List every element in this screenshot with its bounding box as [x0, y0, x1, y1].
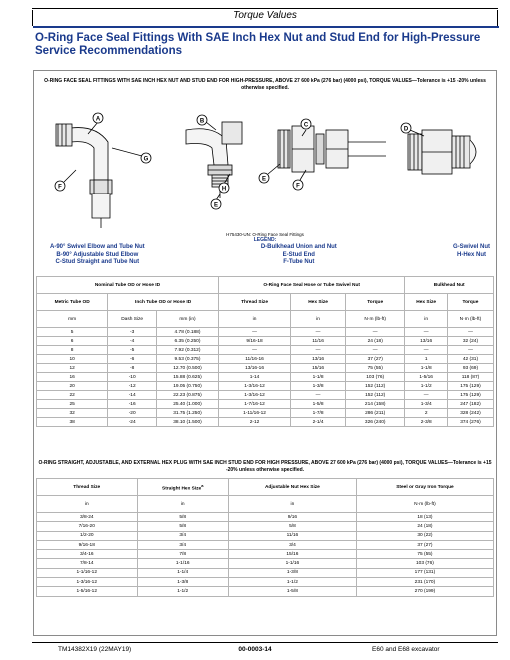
table-group-header: Bulkhead Nut [405, 277, 494, 294]
table-cell: 13/16 [291, 355, 346, 364]
table-cell: 15/16 [291, 364, 346, 373]
table-cell: 37 (27) [346, 355, 405, 364]
table-row [37, 418, 494, 427]
callout-label-f1: F [58, 184, 62, 191]
header-text: Straight Hex Size [162, 486, 202, 492]
table-column-header: Steel or Gray Iron Torque [356, 479, 493, 496]
table-cell: 75 (55) [356, 550, 493, 559]
callout-label-e2: E [261, 176, 267, 183]
table-unit-cell: N·m (lb-ft) [356, 496, 493, 513]
swivel-elbow-fitting [56, 124, 112, 228]
table-cell: 37 (27) [356, 540, 493, 549]
table-cell: 10 [37, 355, 108, 364]
legend-item: F-Tube Nut [283, 259, 315, 265]
bulkhead-union-fitting [408, 130, 476, 174]
table-cell: 3/4 [228, 540, 356, 549]
table-cell: 374 (276) [447, 418, 493, 427]
stud-straight-fitting [278, 126, 386, 172]
table-column-header: Hex Size [405, 294, 448, 311]
table-cell: 7/8 [137, 550, 228, 559]
table-cell: — [346, 328, 405, 337]
table-cell: — [346, 346, 405, 355]
table-cell: 7/16-20 [37, 522, 138, 531]
figure-caption: H75430-UN: O-Ring Face Seal Fittings [226, 232, 304, 237]
table-row [37, 373, 494, 382]
table-cell: 15/16 [228, 550, 356, 559]
table-unit-cell: Dash Size [108, 311, 157, 328]
table-cell: 9/16-18 [218, 337, 290, 346]
table-cell: 1-3/16-12 [218, 391, 290, 400]
table-cell: 25.40 (1.000) [157, 400, 219, 409]
table-cell: 5 [37, 328, 108, 337]
table-cell: 2-3/8 [405, 418, 448, 427]
legend-column-1 [50, 244, 145, 267]
table-cell: 1-11/16-12 [218, 409, 290, 418]
table-cell: 18 (13) [356, 513, 493, 522]
table-cell: 25 [37, 400, 108, 409]
table-unit-cell: in [291, 311, 346, 328]
table-cell: 7/8-14 [37, 559, 138, 568]
intro-text: O-RING FACE SEAL FITTINGS WITH SAE INCH HEX NUT AND STUD END FOR HIGH-PRESSURE, ABOVE 27 600 kPa (276 bar) (4000 psi), TORQUE VALUES—Tolerance is +15 -20% unless otherwise specified. [44, 78, 486, 91]
table-cell: 42 (31) [447, 355, 493, 364]
footer-doc-id: TM14382X19 (22MAY19) [58, 646, 132, 653]
table-cell: -8 [108, 364, 157, 373]
table-cell: 12 [37, 364, 108, 373]
table-body [37, 513, 494, 597]
table-cell: -24 [108, 418, 157, 427]
adjustable-stud-elbow-fitting [186, 122, 242, 198]
table-cell: 3/4 [137, 540, 228, 549]
table-cell: 38 [37, 418, 108, 427]
table-cell: 2-12 [218, 418, 290, 427]
table-cell: 326 (240) [346, 418, 405, 427]
table-cell: 1-5/8 [228, 587, 356, 596]
legend-title: LEGEND: [253, 237, 277, 243]
table-cell: 19.05 (0.750) [157, 382, 219, 391]
torque-table-swivel-nut [36, 276, 494, 427]
legend-column-3 [453, 244, 490, 267]
legend-item: G-Swivel Nut [452, 244, 490, 250]
table-row [37, 587, 494, 596]
table-cell: 22.23 (0.875) [157, 391, 219, 400]
torque-table-stud-end [36, 478, 494, 597]
callout-label-b: B [199, 118, 205, 125]
table-row [37, 409, 494, 418]
section-title: O-Ring Face Seal Fittings With SAE Inch Hex Nut and Stud End for High-Pressure Service Recommendations [33, 26, 499, 58]
table-column-header: Hex Size [291, 294, 346, 311]
table-column-header [137, 479, 228, 496]
callout-label-f2: F [296, 183, 300, 190]
table-column-header: Metric Tube OD [37, 294, 108, 311]
table-cell: 270 (199) [356, 587, 493, 596]
legend-item: D-Bulkhead Union and Nut [260, 244, 337, 250]
table-cell: -16 [108, 400, 157, 409]
table-cell: -3 [108, 328, 157, 337]
table-cell: 9/16-18 [37, 540, 138, 549]
table-cell: 2-1/4 [291, 418, 346, 427]
table-cell: 1-1/2 [228, 578, 356, 587]
table-cell: 1-3/8 [228, 568, 356, 577]
table-unit-cell: N·m (lb-ft) [447, 311, 493, 328]
table-group-header: O-Ring Face Seal Hose or Tube Swivel Nut [218, 277, 404, 294]
table-column-header: Thread Size [218, 294, 290, 311]
legend-column-2 [261, 244, 337, 267]
table-cell: 177 (131) [356, 568, 493, 577]
table-cell: 75 (55) [346, 364, 405, 373]
table-cell: -12 [108, 382, 157, 391]
table-cell: 1-1/16-12 [37, 568, 138, 577]
table-cell: 31.75 (1.250) [157, 409, 219, 418]
table-cell: 5/8 [137, 513, 228, 522]
table-unit-cell: N·m (lb-ft) [346, 311, 405, 328]
table-cell: -10 [108, 373, 157, 382]
table-cell: 1-1/2 [137, 587, 228, 596]
table-cell: 16 [37, 373, 108, 382]
table-cell: 1-1/4 [137, 568, 228, 577]
table-cell: 3/4 [137, 531, 228, 540]
table-cell: 1/2-20 [37, 531, 138, 540]
table-cell: — [405, 391, 448, 400]
table-cell: 214 (158) [346, 400, 405, 409]
table-cell: 13/16 [405, 337, 448, 346]
table-cell: 175 (129) [447, 391, 493, 400]
table-cell: — [405, 346, 448, 355]
table-cell: 32 (24) [447, 337, 493, 346]
table-cell: 6.35 (0.250) [157, 337, 219, 346]
callout-label-e1: E [213, 202, 219, 209]
callout-label-h: H [221, 186, 227, 193]
table-unit-cell: in [37, 496, 138, 513]
table-column-header: Torque [346, 294, 405, 311]
table-cell: 152 (112) [346, 391, 405, 400]
table-row [37, 522, 494, 531]
table-cell: 6 [37, 337, 108, 346]
footer-rule [32, 642, 498, 643]
fittings-illustration [36, 100, 494, 230]
table-row [37, 364, 494, 373]
table-row [37, 328, 494, 337]
table-row [37, 550, 494, 559]
table-cell: 12.70 (0.500) [157, 364, 219, 373]
table-unit-cell: in [405, 311, 448, 328]
table-row [37, 382, 494, 391]
table-cell: 15.88 (0.625) [157, 373, 219, 382]
table-cell: 5/8 [137, 522, 228, 531]
table-row [37, 578, 494, 587]
table-row [37, 513, 494, 522]
table-row [37, 531, 494, 540]
footer-page-number: 00-0003-14 [238, 646, 272, 653]
legend-item: B-90° Adjustable Stud Elbow [56, 251, 139, 258]
table-group-header: Nominal Tube OD or Hose ID [37, 277, 219, 294]
table-cell: 1-1/8 [405, 364, 448, 373]
plug-section-intro: O-RING STRAIGHT, ADJUSTABLE, AND EXTERNAL HEX PLUG WITH SAE INCH STUD END FOR HIGH PRESSURE, ABOVE 27 600 kPa (276 bar) (4000 psi), TORQUE VALUES—Tolerance is +15 -20% unless otherwise specified. [38, 460, 492, 473]
table-unit-cell: in [218, 311, 290, 328]
table-unit-cell: in [137, 496, 228, 513]
table-cell: 93 (69) [447, 364, 493, 373]
table-cell: — [218, 328, 290, 337]
table-cell: 1-1/8 [291, 373, 346, 382]
callout-label-c: C [303, 122, 309, 129]
table-cell: -4 [108, 337, 157, 346]
footer-model: E60 and E68 excavator [372, 646, 440, 653]
table-row [37, 391, 494, 400]
table-units-row [37, 496, 494, 513]
table-cell: 5/8 [228, 522, 356, 531]
table-unit-cell: in [228, 496, 356, 513]
legend-item: A-90° Swivel Elbow and Tube Nut [50, 244, 145, 250]
callout-label-a: A [95, 116, 101, 123]
table-cell: 1-3/8 [291, 382, 346, 391]
callout-label-d: D [403, 126, 409, 133]
table-cell: 103 (76) [356, 559, 493, 568]
table-cell: 9.53 (0.375) [157, 355, 219, 364]
legend-item: H-Hex Nut [456, 251, 486, 258]
table-cell: 11/16 [228, 531, 356, 540]
legend-item: C-Stud Straight and Tube Nut [55, 259, 140, 265]
table-cell: 13/16-16 [218, 364, 290, 373]
table-cell: — [291, 328, 346, 337]
table-body [37, 328, 494, 427]
table-cell: 1-3/4 [405, 400, 448, 409]
table-cell: 4.78 (0.188) [157, 328, 219, 337]
table-cell: 1-5/16-12 [37, 587, 138, 596]
table-row [37, 568, 494, 577]
table-cell: 20 [37, 382, 108, 391]
table-cell: 1-3/8 [137, 578, 228, 587]
table-row [37, 540, 494, 549]
table-cell: 1-7/16-12 [218, 400, 290, 409]
table-cell: — [291, 391, 346, 400]
table-cell: 1-1/16 [228, 559, 356, 568]
table-cell: 7.92 (0.312) [157, 346, 219, 355]
callout-label-g: G [143, 156, 149, 163]
legend-item: E-Stud End [282, 251, 315, 258]
table-cell: 1-1/16 [137, 559, 228, 568]
table-cell: 38.10 (1.500) [157, 418, 219, 427]
table-cell: 1-1/2 [405, 382, 448, 391]
table-cell: 24 (18) [356, 522, 493, 531]
table-cell: 1-3/16-12 [218, 382, 290, 391]
table-cell: 22 [37, 391, 108, 400]
table-cell: 2 [405, 409, 448, 418]
table-cell: 1-5/16 [405, 373, 448, 382]
table-row [37, 559, 494, 568]
footnote-marker: a [201, 482, 204, 488]
table-cell: 247 (182) [447, 400, 493, 409]
table-cell: 1 [405, 355, 448, 364]
table-cell: 231 (170) [356, 578, 493, 587]
table-cell: 1-14 [218, 373, 290, 382]
table-cell: 32 [37, 409, 108, 418]
table-cell: 1-7/8 [291, 409, 346, 418]
table-units-row [37, 311, 494, 328]
table-cell: — [405, 328, 448, 337]
table-cell: — [447, 328, 493, 337]
table-row [37, 400, 494, 409]
table-cell: 286 (211) [346, 409, 405, 418]
table-cell: 103 (76) [346, 373, 405, 382]
table-cell: -5 [108, 346, 157, 355]
table-cell: — [447, 346, 493, 355]
table-cell: -20 [108, 409, 157, 418]
table-cell: 175 (129) [447, 382, 493, 391]
table-cell: 3/8-24 [37, 513, 138, 522]
table-cell: 30 (22) [356, 531, 493, 540]
table-unit-cell: mm [37, 311, 108, 328]
table-cell: 9/16 [228, 513, 356, 522]
table-cell: 152 (112) [346, 382, 405, 391]
table-cell: 328 (242) [447, 409, 493, 418]
table-cell: 8 [37, 346, 108, 355]
legend [50, 244, 490, 267]
table-cell: 3/4-16 [37, 550, 138, 559]
table-cell: -6 [108, 355, 157, 364]
table-row [37, 337, 494, 346]
page-header: Torque Values [233, 10, 297, 21]
table-cell: — [291, 346, 346, 355]
table-column-header: Thread Size [37, 479, 138, 496]
table-column-header: Inch Tube OD or Hose ID [108, 294, 219, 311]
table-cell: 11/16 [291, 337, 346, 346]
table-cell: 24 (18) [346, 337, 405, 346]
table-cell: 1-5/8 [291, 400, 346, 409]
table-row [37, 355, 494, 364]
table-cell: -14 [108, 391, 157, 400]
table-row [37, 346, 494, 355]
table-column-header: Adjustable Nut Hex Size [228, 479, 356, 496]
table-cell: 118 (87) [447, 373, 493, 382]
table-unit-cell: mm (in) [157, 311, 219, 328]
table-cell: 1-3/16-12 [37, 578, 138, 587]
table-cell: 11/16-16 [218, 355, 290, 364]
table-cell: — [218, 346, 290, 355]
table-column-header: Torque [447, 294, 493, 311]
